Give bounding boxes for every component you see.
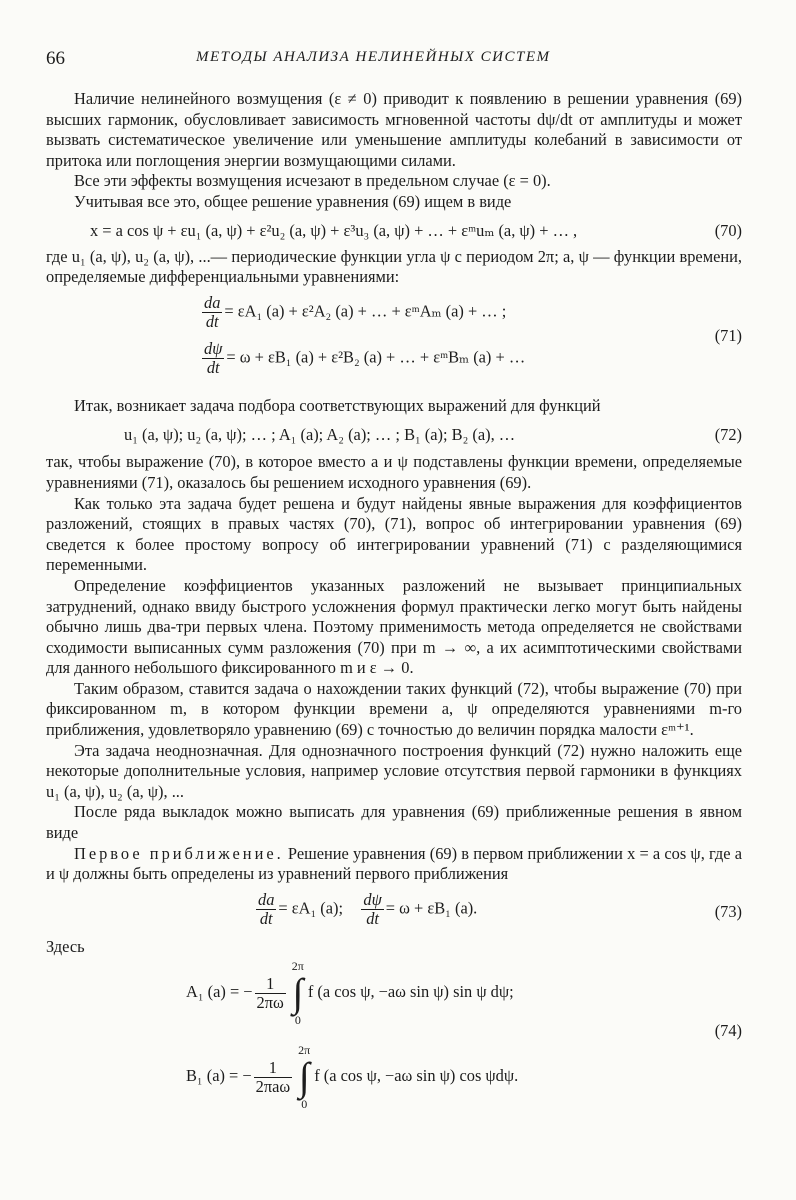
equation-70-body: x = a cos ψ + εu₁ (a, ψ) + ε²u₂ (a, ψ) + ε³u₃ (a, ψ) + … + εᵐuₘ (a, ψ) + … , bbox=[90, 220, 578, 240]
paragraph-13: Здесь bbox=[46, 936, 85, 956]
equation-71a bbox=[200, 294, 506, 331]
equation-72 bbox=[46, 416, 742, 452]
equation-71-number: (71) bbox=[714, 325, 742, 345]
integral-sign: 2π ∫ 0 bbox=[298, 1043, 311, 1112]
paragraph-7: Как только эта задача будет решена и будут найдены явные выражения для коэффициентов разложений, стоящих в правых частях (70), (71), вопрос об интегрировании уравнения (69) сведется к более простому вопросу об интегрировании уравнений (71) с разделяющимися переменными. bbox=[46, 493, 742, 575]
paragraph-5: Итак, возникает задача подбора соответствующих выражений для функций bbox=[74, 395, 601, 415]
equation-74 bbox=[46, 957, 742, 1125]
paragraph-3: Учитывая все это, общее решение уравнения (69) ищем в виде bbox=[74, 191, 512, 211]
equation-71b-rhs: = ω + εB₁ (a) + ε²B₂ (a) + … + εᵐBₘ (a) + … bbox=[226, 347, 526, 367]
first-approximation-heading: Первое приближение. bbox=[74, 843, 284, 863]
fraction-da-dt: $\frac{da}{dt}$ bbox=[204, 292, 221, 331]
running-title: МЕТОДЫ АНАЛИЗА НЕЛИНЕЙНЫХ СИСТЕМ bbox=[196, 49, 551, 65]
paragraph-6: так, чтобы выражение (70), в которое вместо a и ψ подставлены функции времени, определяемые уравнениями (71), оказалось бы решением исходного уравнения (69). bbox=[46, 452, 742, 492]
paragraph-11: После ряда выкладок можно выписать для уравнения (69) приближенные решения в явном виде bbox=[46, 802, 742, 843]
paragraph-10: Эта задача неоднозначная. Для однозначного построения функций (72) нужно наложить еще некоторые дополнительные условия, например условие отсутствия первой гармоники в функциях u₁ (a, ψ), u₂ (a, ψ), ... bbox=[46, 740, 742, 801]
paragraph-8: Определение коэффициентов указанных разложений не вызывает принципиальных затруднений, однако ввиду быстрого усложнения формул практически легко могут быть найдены обычно лишь два-три первых члена. Поэтому применимость метода определяется не свойствами сходимости выписанных сумм разложения (70) при m → ∞, а их асимптотическими свойствами для данного небольшого фиксированного m и ε → 0. bbox=[46, 575, 742, 678]
equation-70-number: (70) bbox=[714, 220, 742, 240]
page-number: 66 bbox=[46, 48, 65, 69]
page bbox=[46, 44, 742, 1125]
paragraph-4: где u₁ (a, ψ), u₂ (a, ψ), ...— периодические функции угла ψ с периодом 2π; a, ψ — функции времени, определяемые дифференциальными уравнениями: bbox=[46, 246, 742, 287]
paragraph-1: Наличие нелинейного возмущения (ε ≠ 0) приводит к появлению в решении уравнения (69) высших гармоник, обусловливает зависимость мгновенной частоты dψ/dt от амплитуды и может вызвать систематическое увеличение или уменьшение амплитуды колебаний в зависимости от притока или поглощения энергии возмущающими силами. bbox=[46, 89, 742, 170]
equation-71a-rhs: = εA₁ (a) + ε²A₂ (a) + … + εᵐAₘ (a) + … ; bbox=[224, 301, 507, 321]
equation-74-number: (74) bbox=[714, 1021, 742, 1041]
fraction-dpsi-dt: $\frac{d\psi}{dt}$ bbox=[204, 338, 223, 377]
equation-71 bbox=[46, 288, 742, 388]
equation-73 bbox=[46, 885, 742, 937]
equation-71b bbox=[200, 340, 525, 377]
paragraph-12 bbox=[46, 844, 742, 885]
equation-74b: B₁ (a) = − $\frac{1}{\text{2πaω}}$ 2π ∫ 0 f (a cos ψ, −aω sin ψ) cos ψdψ. bbox=[186, 1043, 519, 1112]
equation-72-body: u₁ (a, ψ); u₂ (a, ψ); … ; A₁ (a); A₂ (a); … ; B₁ (a); B₂ (a), … bbox=[124, 425, 516, 445]
paragraph-2: Все эти эффекты возмущения исчезают в предельном случае (ε = 0). bbox=[74, 171, 551, 191]
paragraph-9: Таким образом, ставится задача о нахождении таких функций (72), чтобы выражение (70) при фиксированном m, в котором функции времени a, ψ определяются уравнениями m-го приближения, удовлетворяло уравнению (69) с точностью до величин порядка малости εᵐ⁺¹. bbox=[46, 678, 742, 740]
equation-73-body: $\frac{da}{dt}$ = εA₁ (a); $\frac{d\psi}{dt}$ = ω + εB₁ (a). bbox=[258, 889, 478, 928]
equation-73-number: (73) bbox=[714, 901, 742, 921]
page-header bbox=[46, 44, 742, 74]
equation-70 bbox=[46, 213, 742, 247]
equation-74a: A₁ (a) = − $\frac{1}{2\pi\omega}$ 2π ∫ 0 f (a cos ψ, −aω sin ψ) sin ψ dψ; bbox=[186, 959, 514, 1028]
paragraph-12-text: Решение уравнения (69) в первом приближении x = a cos ψ, где a и ψ должны быть определены из уравнений первого приближения bbox=[46, 843, 742, 884]
integral-sign: 2π ∫ 0 bbox=[291, 959, 304, 1028]
equation-72-number: (72) bbox=[714, 425, 742, 445]
